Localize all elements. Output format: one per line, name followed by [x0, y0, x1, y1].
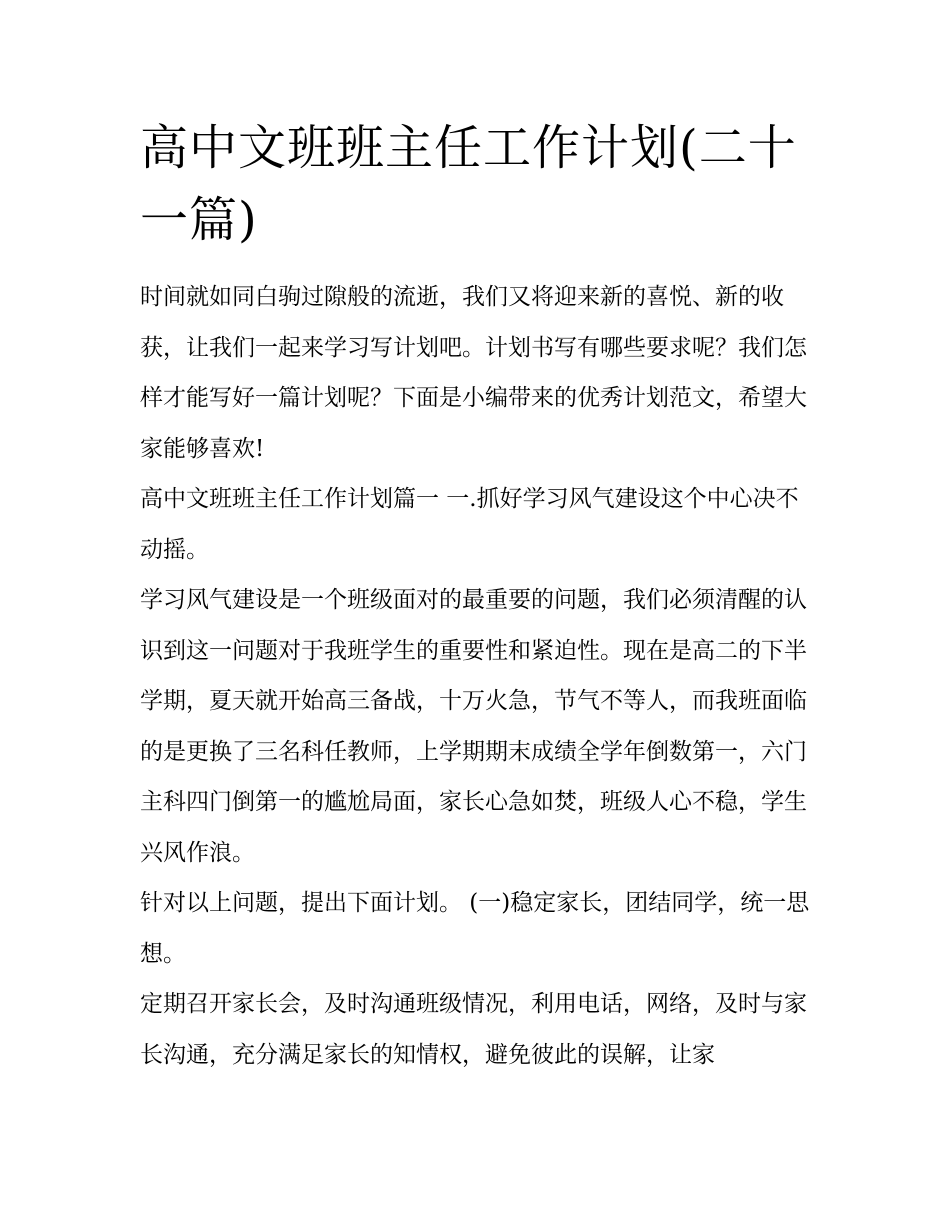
paragraph-plan: 针对以上问题，提出下面计划。 (一)稳定家长，团结同学，统一思想。 [140, 890, 810, 967]
paragraph-parent-meetings: 定期召开家长会，及时沟通班级情况，利用电话，网络，及时与家长沟通，充分满足家长的知情权，避免彼此的误解，让家 [140, 991, 807, 1068]
title-block [140, 112, 812, 256]
paragraph-intro: 时间就如同白驹过隙般的流逝，我们又将迎来新的喜悦、新的收获，让我们一起来学习写计划吧。计划书写有哪些要求呢？我们怎样才能写好一篇计划呢？下面是小编带来的优秀计划范文，希望大家能够喜欢! [140, 284, 807, 462]
document-body [140, 112, 812, 1080]
paragraph-study-atmosphere: 学习风气建设是一个班级面对的最重要的问题，我们必须清醒的认识到这一问题对于我班学生的重要性和紧迫性。现在是高二的下半学期，夏天就开始高三备战，十万火急，节气不等人，而我班面临的是更换了三名科任教师，上学期期末成绩全学年倒数第一，六门主科四门倒第一的尴尬局面，家长心急如焚，班级人心不稳，学生兴风作浪。 [140, 587, 807, 866]
document-title: 高中文班班主任工作计划(二十一篇) [140, 120, 797, 248]
paragraph-section-one: 高中文班班主任工作计划篇一 一.抓好学习风气建设这个中心决不动摇。 [140, 486, 799, 563]
